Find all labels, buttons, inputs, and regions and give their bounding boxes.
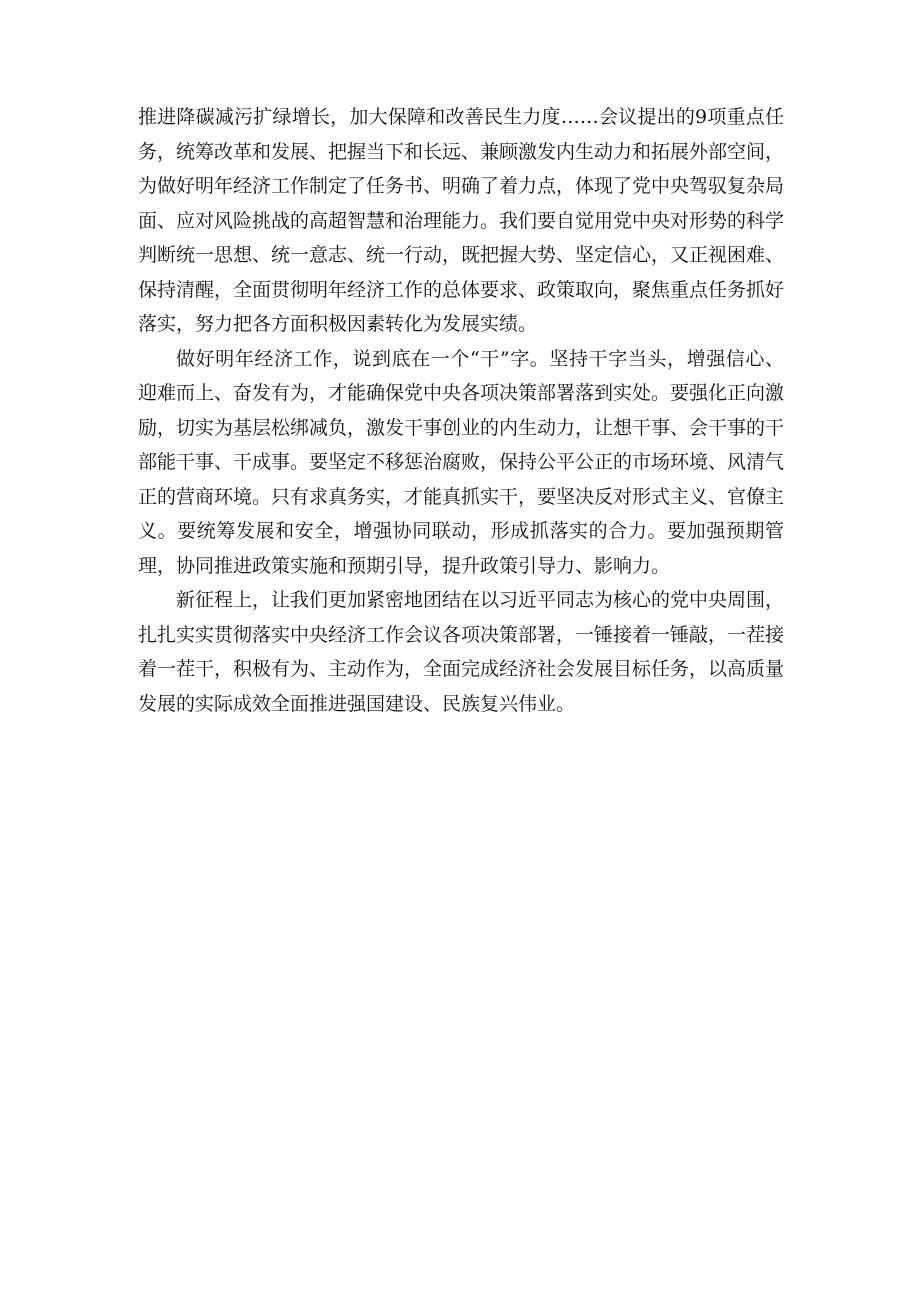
document-body xyxy=(138,100,784,721)
paragraph-gan-zi: 做好明年经济工作，说到底在一个“干”字。坚持干字当头，增强信心、迎难而上、奋发有为，才能确保党中央各项决策部署落到实处。要强化正向激励，切实为基层松绑减负，激发干事创业的内生动力，让想干事、会干事的干部能干事、干成事。要坚定不移惩治腐败，保持公平公正的市场环境、风清气正的营商环境。只有求真务实，才能真抓实干，要坚决反对形式主义、官僚主义。要统筹发展和安全，增强协同联动，形成抓落实的合力。要加强预期管理，协同推进政策实施和预期引导，提升政策引导力、影响力。 xyxy=(138,347,785,577)
paragraph-continuation: 推进降碳减污扩绿增长，加大保障和改善民生力度……会议提出的9项重点任务，统筹改革和发展、把握当下和长远、兼顾激发内生动力和拓展外部空间，为做好明年经济工作制定了任务书、明确了着力点，体现了党中央驾驭复杂局面、应对风险挑战的高超智慧和治理能力。我们要自觉用党中央对形势的科学判断统一思想、统一意志、统一行动，既把握大势、坚定信心，又正视困难、保持清醒，全面贯彻明年经济工作的总体要求、政策取向，聚焦重点任务抓好落实，努力把各方面积极因素转化为发展实绩。 xyxy=(138,106,785,335)
paragraph-conclusion: 新征程上，让我们更加紧密地团结在以习近平同志为核心的党中央周围，扎扎实实贯彻落实中央经济工作会议各项决策部署，一锤接着一锤敲，一茬接着一茬干，积极有为、主动作为，全面完成经济社会发展目标任务，以高质量发展的实际成效全面推进强国建设、民族复兴伟业。 xyxy=(138,589,785,715)
